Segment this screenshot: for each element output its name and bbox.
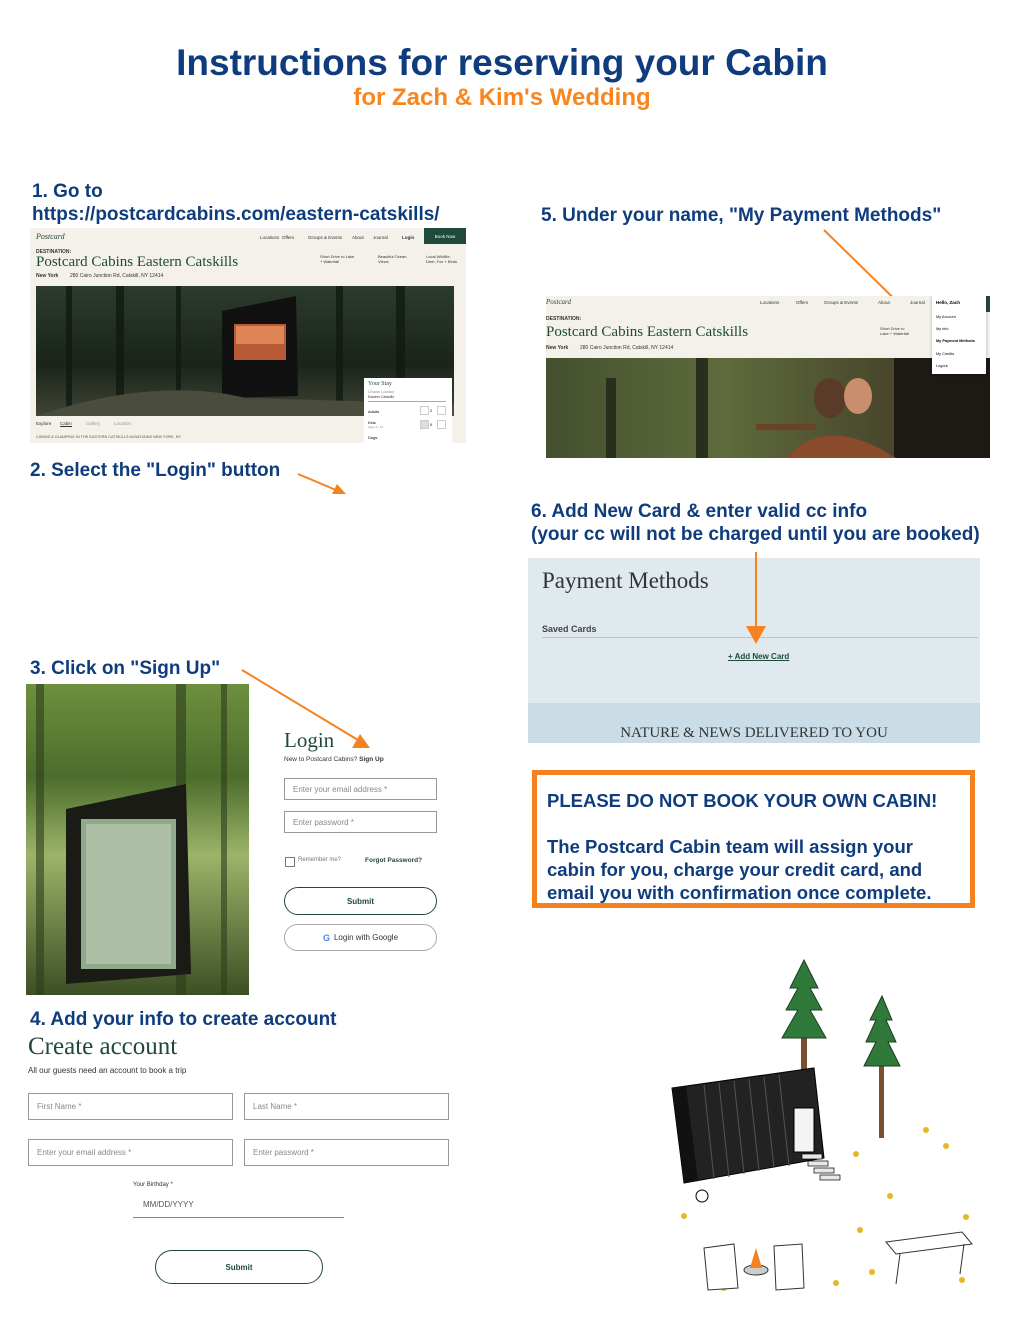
nav-login[interactable]: Login <box>402 235 415 240</box>
forgot-password-link[interactable]: Forgot Password? <box>365 857 423 864</box>
sign-up-link[interactable]: Sign Up <box>359 756 384 763</box>
first-name-input[interactable]: First Name * <box>28 1093 233 1120</box>
menu-my-account[interactable]: My Account <box>936 315 956 319</box>
tree-icon <box>782 960 826 1088</box>
account-dropdown <box>932 296 986 374</box>
tab-gallery[interactable]: Gallery <box>86 421 101 426</box>
nav-journal[interactable]: Journal <box>373 235 388 240</box>
nav-groups[interactable]: Groups & Events <box>308 235 343 240</box>
signup-email-input[interactable]: Enter your email address * <box>28 1139 233 1166</box>
login-title: Login <box>284 728 335 752</box>
signup-submit-button[interactable]: Submit <box>155 1250 323 1284</box>
place-title: Postcard Cabins Eastern Catskills <box>36 254 239 270</box>
adults-plus-button[interactable] <box>437 406 446 415</box>
payment-methods-title: Payment Methods <box>542 568 709 593</box>
login-email-input[interactable]: Enter your email address * <box>284 778 437 800</box>
step-4-label: 4. Add your info to create account <box>30 1009 337 1030</box>
hello-user-menu[interactable]: Hello, Zach <box>936 300 961 305</box>
kids-count: 0 <box>430 422 433 427</box>
step-1-url[interactable]: https://postcardcabins.com/eastern-catskills/ <box>32 204 440 225</box>
footer-text: CABINS & GLAMPING IN THE EASTERN CATSKILLS MOUNTAINS NEW YORK, NY <box>36 435 182 439</box>
tab-cabin[interactable]: Cabin <box>60 421 72 426</box>
nav-journal[interactable]: Journal <box>910 300 925 305</box>
login-password-input[interactable]: Enter password * <box>284 811 437 833</box>
step-6-line1: 6. Add New Card & enter valid cc info <box>531 501 868 522</box>
remember-me-checkbox[interactable] <box>285 857 295 867</box>
menu-my-credits[interactable]: My Credits <box>936 352 955 356</box>
place-title: Postcard Cabins Eastern Catskills <box>546 324 749 340</box>
page-title: Instructions for reserving your Cabin <box>176 42 828 83</box>
step-6-line2: (your cc will not be charged until you are booked) <box>531 524 980 545</box>
last-name-input[interactable]: Last Name * <box>244 1093 449 1120</box>
create-account-subtitle: All our guests need an account to book a trip <box>28 1066 187 1075</box>
cabin-icon <box>672 1068 840 1202</box>
choose-location-label: Choose Location <box>368 390 395 394</box>
forest-cabin-image <box>26 684 249 995</box>
new-to-text: New to Postcard Cabins? <box>284 756 358 763</box>
step-6-label <box>531 500 980 546</box>
location-select[interactable]: Eastern Catskills <box>368 395 446 402</box>
nav-locations[interactable]: Locations <box>260 235 280 240</box>
arrow-icon <box>296 470 350 498</box>
tree-icon <box>864 996 900 1138</box>
birthday-label: Your Birthday * <box>133 1182 173 1188</box>
nav-offers[interactable]: Offers <box>796 300 809 305</box>
nav-locations[interactable]: Locations <box>760 300 780 305</box>
login-google-button[interactable] <box>284 924 437 951</box>
step-1-label <box>32 180 440 226</box>
screenshot-eastern-catskills-page <box>30 228 466 443</box>
step-2-label: 2. Select the "Login" button <box>30 460 281 481</box>
screenshot-account-menu <box>546 296 990 458</box>
create-account-title: Create account <box>28 1033 178 1060</box>
feature-2: Beautiful Ocean Views <box>378 254 407 264</box>
arrow-icon <box>744 550 768 646</box>
nav-about[interactable]: About <box>352 235 364 240</box>
tab-location[interactable]: Location <box>114 421 132 426</box>
newsletter-banner-text: NATURE & NEWS DELIVERED TO YOU <box>620 725 888 741</box>
book-now-button[interactable]: Book Now <box>424 228 466 244</box>
step-1-line1: 1. Go to <box>32 181 103 202</box>
feature-1: Short Drive to Lake + Waterfall <box>320 254 355 264</box>
birthday-input[interactable]: MM/DD/YYYY <box>133 1196 344 1218</box>
saved-cards-label: Saved Cards <box>542 624 597 634</box>
signup-prompt <box>284 756 384 763</box>
nav-about[interactable]: About <box>878 300 890 305</box>
kids-age-label: Ages 4 - 16 <box>368 425 384 429</box>
menu-my-info[interactable]: My Info <box>936 327 949 331</box>
google-icon: G <box>322 932 330 943</box>
couple-photo <box>546 358 990 458</box>
destination-label: DESTINATION: <box>36 249 72 255</box>
page-subtitle: for Zach & Kim's Wedding <box>353 84 651 111</box>
google-login-label: Login with Google <box>333 933 399 942</box>
adults-label: Adults <box>368 409 380 414</box>
signup-password-input[interactable]: Enter password * <box>244 1139 449 1166</box>
logo: Postcard <box>36 232 65 241</box>
menu-my-payment-methods[interactable]: My Payment Methods <box>936 339 975 343</box>
add-new-card-link[interactable]: + Add New Card <box>728 652 790 661</box>
nav-groups[interactable]: Groups & Events <box>824 300 859 305</box>
address: 280 Cairo Junction Rd, Catskill, NY 12414 <box>580 345 674 351</box>
step-3-label: 3. Click on "Sign Up" <box>30 658 221 679</box>
login-submit-button[interactable]: Submit <box>284 887 437 915</box>
state: New York <box>36 273 59 279</box>
logo: Postcard <box>546 298 572 306</box>
tab-explore[interactable]: Explore <box>36 421 52 426</box>
warning-heading: PLEASE DO NOT BOOK YOUR OWN CABIN! <box>547 790 938 811</box>
warning-box <box>532 770 975 908</box>
kids-label: Kids <box>368 420 376 425</box>
campfire-icon <box>744 1248 768 1275</box>
step-5-label: 5. Under your name, "My Payment Methods" <box>541 205 942 226</box>
adults-minus-button[interactable] <box>420 406 429 415</box>
picnic-table-icon <box>886 1232 972 1284</box>
address: 280 Cairo Junction Rd, Catskill, NY 12414 <box>70 273 164 279</box>
nav-offers[interactable]: Offers <box>282 235 295 240</box>
your-stay-label: Your Stay <box>368 381 392 387</box>
booking-panel <box>364 378 452 443</box>
menu-logout[interactable]: Logout <box>936 364 948 368</box>
state: New York <box>546 345 569 351</box>
kids-plus-button[interactable] <box>437 420 446 429</box>
cabin-illustration <box>664 958 980 1292</box>
newsletter-banner <box>528 703 980 743</box>
destination-label: DESTINATION: <box>546 316 582 322</box>
adults-count: 2 <box>430 408 433 413</box>
feature-3: Local Wildlife, Deer, Fox + Birds <box>426 254 458 264</box>
kids-minus-button[interactable] <box>420 420 429 429</box>
feature-1: Short Drive to Lake + Waterfall <box>880 326 909 336</box>
dogs-label: Dogs <box>368 435 378 440</box>
remember-me-label: Remember me? <box>298 857 342 863</box>
warning-body: The Postcard Cabin team will assign your cabin for you, charge your credit card, and email you with confirmation once complete. <box>547 836 932 903</box>
